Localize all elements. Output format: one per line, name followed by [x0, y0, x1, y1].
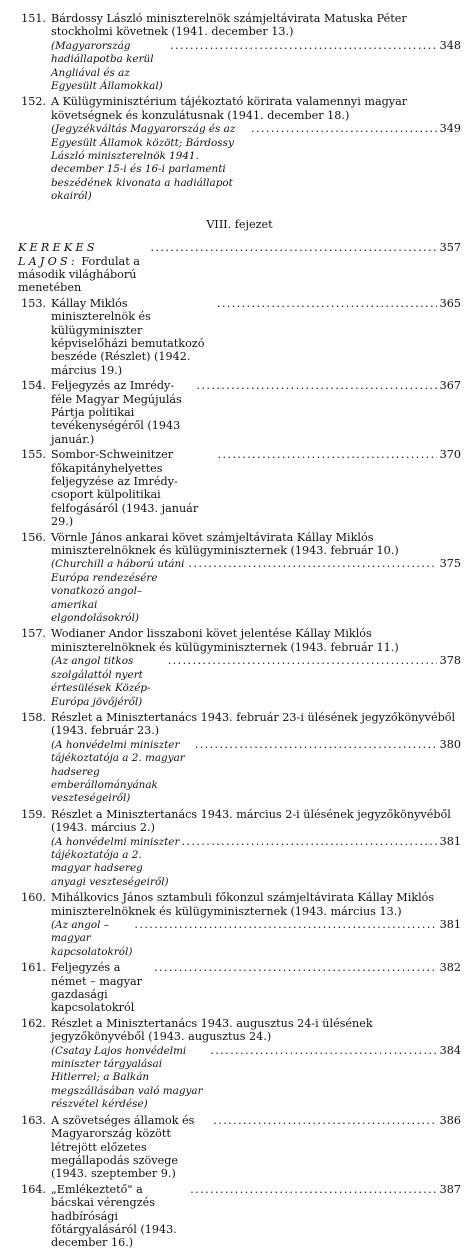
- entry-note: (Az angol titkos szolgálattól nyert értesülések Közép-Európa jövőjéről): [51, 655, 151, 708]
- entry-title: Feljegyzés az Imrédy-féle Magyar Megújulás Pártja politikai tevékenységéről (1943 január.): [51, 379, 182, 446]
- page-number: 349: [439, 122, 461, 136]
- dot-leader: [217, 448, 437, 461]
- dot-leader: [168, 654, 437, 667]
- entry-number: 153.: [21, 296, 46, 310]
- chapter-intro-entry: [18, 241, 461, 295]
- entry-number: 152.: [21, 95, 46, 109]
- entry-number: 161.: [21, 961, 46, 975]
- entry-number: 162.: [21, 1016, 46, 1030]
- page-number: 381: [439, 834, 461, 848]
- toc-entry: [18, 961, 461, 1015]
- toc-entry: [18, 808, 461, 889]
- entry-number: 155.: [21, 448, 46, 462]
- dot-leader: [154, 961, 437, 974]
- dot-leader: [251, 122, 437, 135]
- entry-note: (Az angol – magyar kapcsolatokról): [51, 919, 133, 958]
- toc-entry: [18, 448, 461, 528]
- dot-leader: [217, 297, 437, 310]
- toc-entry: [18, 1183, 461, 1250]
- entry-number: 163.: [21, 1113, 46, 1127]
- dot-leader: [195, 738, 437, 751]
- page-number: 378: [439, 654, 461, 668]
- entry-number: 159.: [21, 807, 46, 821]
- dot-leader: [170, 39, 437, 52]
- entry-number: 158.: [21, 710, 46, 724]
- page-number: 386: [439, 1113, 461, 1127]
- entry-number: 156.: [21, 530, 46, 544]
- entry-title: Részlet a Minisztertanács 1943. március 2-i ülésének jegyzőkönyvéből (1943. március 2.): [51, 807, 451, 835]
- entry-note: (A honvédelmi miniszter tájékoztatója a 2. magyar hadsereg anyagi veszteségeiről): [51, 835, 180, 888]
- entry-number: 151.: [21, 12, 46, 25]
- page-number: 370: [439, 448, 461, 462]
- entry-title: A szövetséges államok és Magyarország között létrejött előzetes megállapodás szövege (1943. szeptember 9.): [51, 1113, 195, 1181]
- entry-title: Részlet a Minisztertanács 1943. augusztus 24-i ülésének jegyzőkönyvéből (1943. augusztus 24.): [51, 1016, 373, 1044]
- toc-entry-list: [18, 297, 461, 1250]
- chapter-author: KEREKES LAJOS:: [18, 241, 98, 268]
- entry-title: Sombor-Schweinitzer főkapitányhelyettes feljegyzése az Imrédy-csoport külpolitikai felfogásáról (1943. január 29.): [51, 448, 199, 529]
- page-number: 348: [439, 38, 461, 52]
- page-number: 387: [439, 1182, 461, 1196]
- entry-number: 160.: [21, 891, 46, 905]
- entry-title: Mihálkovics János sztambuli főkonzul számjeltávirata Kállay Miklós miniszterelnöknek és külügyminiszternek (1943. március 13.): [51, 891, 435, 918]
- page-number: 381: [439, 918, 461, 931]
- page-number: 384: [439, 1043, 461, 1057]
- toc-entry: [18, 12, 461, 93]
- toc-entry: [18, 1114, 461, 1181]
- dot-leader: [181, 835, 437, 848]
- entry-note: (Jegyzékváltás Magyarország és az Egyesült Államok között; Bárdossy László miniszterelnök 1941. december 15-i és 16-i parlamenti beszédének kivonata a hadiállapot okairól): [51, 123, 236, 203]
- entry-note: (A honvédelmi miniszter tájékoztatója a 2. magyar hadsereg emberállományának veszteségeiről): [51, 738, 185, 805]
- page-number: 367: [439, 379, 461, 393]
- page-number: 380: [439, 737, 461, 751]
- dot-leader: [150, 241, 437, 254]
- toc-entry: [18, 627, 461, 708]
- entry-title: Vörnle János ankarai követ számjeltávirata Kállay Miklós miniszterelnöknek és külügyminiszternek (1943. február 10.): [51, 530, 399, 558]
- toc-entry: [18, 711, 461, 806]
- page-number: 365: [439, 296, 461, 310]
- entry-note: (Csatay Lajos honvédelmi miniszter tárgyalásai Hitlerrel; a Balkán megszállásában való magyar részvétel kérdése): [51, 1044, 203, 1111]
- toc-entry: [18, 1017, 461, 1112]
- entry-title: A Külügyminisztérium tájékoztató körirata valamennyi magyar követségnek és konzulátusnak (1941. december 18.): [51, 95, 408, 122]
- entry-number: 154.: [21, 379, 46, 393]
- dot-leader: [134, 918, 437, 931]
- page-number: 357: [439, 241, 461, 255]
- chapter-heading: VIII. fejezet: [206, 217, 273, 231]
- toc-entry: [18, 531, 461, 626]
- dot-leader: [190, 1183, 437, 1196]
- entry-note: (Magyarország hadiállapotba kerül Angliával és az Egyesült Államokkal): [51, 39, 163, 93]
- entry-title: Részlet a Minisztertanács 1943. február 23-i ülésének jegyzőkönyvéből (1943. február 23.): [51, 710, 456, 738]
- entry-number: 164.: [21, 1182, 46, 1196]
- toc-entry: [18, 891, 461, 959]
- entry-title: Feljegyzés a német – magyar gazdasági kapcsolatokról: [51, 961, 143, 1015]
- entry-number: 157.: [21, 627, 46, 641]
- dot-leader: [213, 1114, 437, 1127]
- toc-entry: [18, 379, 461, 446]
- chapter-intro-title: Fordulat a második világháború menetében: [18, 254, 140, 295]
- entry-note: (Churchill a háború utáni Európa rendezésére vonatkozó angol–amerikai elgondolásokról): [51, 558, 185, 625]
- entry-title: Wodianer Andor lisszaboni követ jelentése Kállay Miklós miniszterelnöknek és külügyminiszternek (1943. február 11.): [51, 627, 399, 654]
- entry-title: Kállay Miklós miniszterelnök és külügyminiszter képviselőházi bemutatkozó beszéde (Részlet) (1942. március 19.): [51, 296, 205, 377]
- dot-leader: [188, 557, 437, 570]
- dot-leader: [210, 1044, 437, 1057]
- entry-title: Bárdossy László miniszterelnök számjeltávirata Matuska Péter stockholmi követnek (1941. december 13.): [51, 12, 407, 39]
- entry-title: „Emlékeztető" a bácskai vérengzés hadbírósági főtárgyalásáról (1943. december 16.): [51, 1182, 177, 1250]
- toc-entry: [18, 95, 461, 203]
- dot-leader: [196, 379, 437, 392]
- toc-entry: [18, 297, 461, 377]
- page-number: 382: [439, 961, 461, 975]
- page-number: 375: [439, 557, 461, 571]
